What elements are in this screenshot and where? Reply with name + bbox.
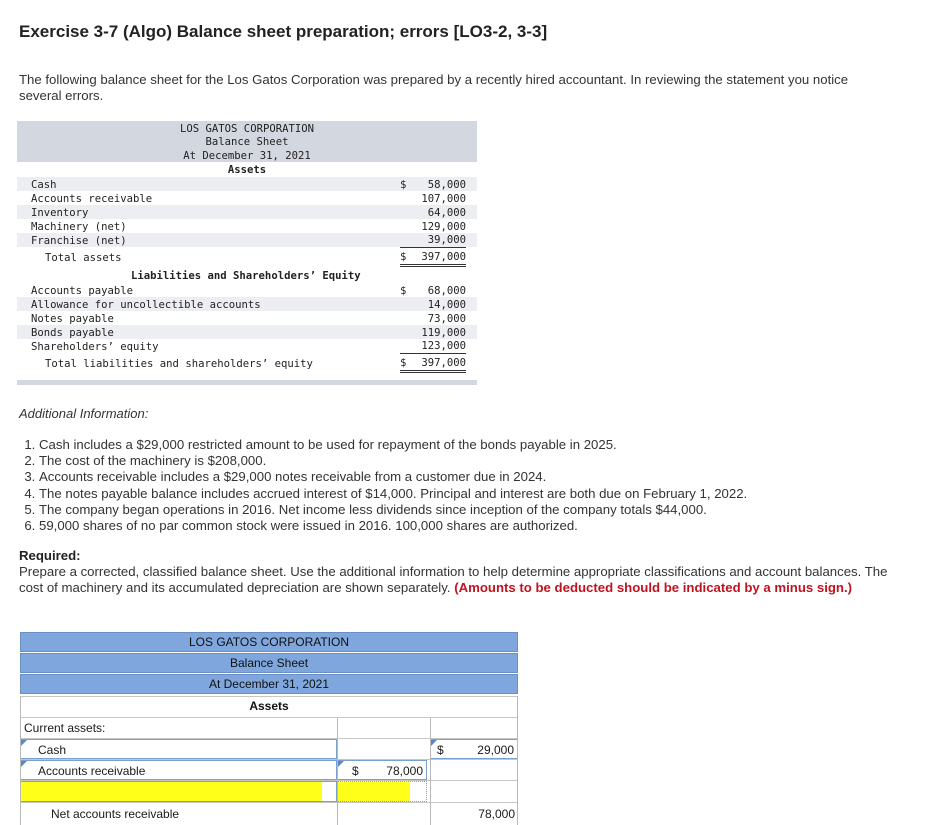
orig-dollar-sign: $ — [400, 251, 407, 263]
answer-statement-name: Balance Sheet — [20, 653, 518, 673]
info-item: 1. Cash includes a $29,000 restricted amount to be used for repayment of the bonds payable in 2025. — [39, 437, 919, 453]
orig-dollar-sign: $ — [400, 357, 407, 369]
ar-amount-input[interactable] — [337, 760, 427, 780]
info-item: 4. The notes payable balance includes accrued interest of $14,000. Principal and interest are both due on February 1, 2022. — [39, 486, 919, 502]
blank-amount-input[interactable] — [337, 781, 427, 802]
cash-label: Cash — [38, 743, 67, 757]
orig-statement-name: Balance Sheet — [205, 136, 289, 148]
orig-asset-label: Franchise (net) — [31, 235, 127, 247]
ar-amount: 78,000 — [386, 764, 423, 778]
orig-dollar-sign: $ — [400, 179, 407, 191]
ar-label-input[interactable] — [20, 760, 337, 780]
cash-label-input[interactable] — [20, 739, 337, 759]
orig-liab-amount: 14,000 — [427, 299, 466, 311]
table-row — [20, 718, 518, 739]
additional-info-list — [19, 437, 919, 534]
net-ar-label: Net accounts receivable — [51, 807, 180, 821]
required-note: (Amounts to be deducted should be indicated by a minus sign.) — [454, 580, 853, 596]
info-item: 3. Accounts receivable includes a $29,000 notes receivable from a customer due in 2024. — [39, 469, 919, 485]
cash-amount: 29,000 — [477, 743, 514, 757]
current-assets-label: Current assets: — [24, 721, 106, 735]
orig-liab-amount: 119,000 — [421, 327, 466, 339]
required-instructions: Prepare a corrected, classified balance sheet. Use the additional information to help determine appropriate classifications and account balances. The cost of machinery and its accumulated depreciation are shown separately. — [19, 564, 888, 596]
info-item: 6. 59,000 shares of no par common stock were issued in 2016. 100,000 shares are authorized. — [39, 518, 919, 534]
orig-statement-date: At December 31, 2021 — [183, 150, 311, 162]
table-row — [20, 803, 518, 825]
orig-dollar-sign: $ — [400, 285, 407, 297]
orig-asset-amount: 64,000 — [427, 207, 466, 219]
orig-asset-amount: 129,000 — [421, 221, 466, 233]
intro-text: The following balance sheet for the Los Gatos Corporation was prepared by a recently hired accountant. In reviewing the statement you notice several errors. — [19, 72, 849, 103]
info-item: 5. The company began operations in 2016. Net income less dividends since inception of the company totals $44,000. — [39, 502, 919, 518]
orig-total-assets-amount: 397,000 — [400, 250, 466, 267]
orig-assets-heading: Assets — [227, 164, 267, 176]
answer-statement-date: At December 31, 2021 — [20, 674, 518, 694]
orig-asset-amount: 107,000 — [421, 193, 466, 205]
dollar-sign: $ — [352, 764, 359, 778]
orig-liab-label: Shareholders’ equity — [31, 341, 159, 353]
orig-liab-heading: Liabilities and Shareholders’ Equity — [131, 270, 361, 282]
orig-liab-amount: 73,000 — [427, 313, 466, 325]
orig-liab-label: Accounts payable — [31, 285, 134, 297]
original-balance-sheet — [17, 121, 477, 385]
orig-asset-amount: 39,000 — [400, 233, 466, 248]
blank-label-input[interactable] — [20, 781, 337, 802]
additional-info-heading: Additional Information: — [19, 406, 149, 421]
orig-company-name: LOS GATOS CORPORATION — [180, 123, 314, 135]
orig-asset-label: Cash — [31, 179, 57, 191]
ar-label: Accounts receivable — [38, 764, 146, 778]
net-ar-amount: 78,000 — [478, 807, 515, 821]
orig-total-liab-label: Total liabilities and shareholders’ equity — [45, 358, 313, 370]
answer-company-name: LOS GATOS CORPORATION — [20, 632, 518, 652]
orig-total-assets-label: Total assets — [45, 252, 122, 264]
orig-asset-label: Machinery (net) — [31, 221, 127, 233]
cash-amount-input[interactable] — [430, 739, 518, 759]
orig-asset-amount: 58,000 — [427, 179, 466, 191]
orig-total-liab-amount: 397,000 — [400, 356, 466, 373]
page-title: Exercise 3-7 (Algo) Balance sheet preparation; errors [LO3-2, 3-3] — [19, 22, 548, 41]
info-item: 2. The cost of the machinery is $208,000. — [39, 453, 919, 469]
required-heading: Required: — [19, 548, 81, 563]
orig-asset-label: Accounts receivable — [31, 193, 153, 205]
table-row — [20, 760, 518, 781]
orig-asset-label: Inventory — [31, 207, 89, 219]
orig-liab-label: Allowance for uncollectible accounts — [31, 299, 261, 311]
orig-liab-amount: 68,000 — [427, 285, 466, 297]
table-row — [20, 781, 518, 803]
dollar-sign: $ — [437, 743, 444, 757]
required-text — [19, 564, 889, 596]
answer-assets-heading: Assets — [20, 696, 518, 718]
orig-liab-label: Bonds payable — [31, 327, 114, 339]
orig-liab-label: Notes payable — [31, 313, 114, 325]
table-row — [20, 739, 518, 760]
orig-liab-amount: 123,000 — [400, 339, 466, 354]
